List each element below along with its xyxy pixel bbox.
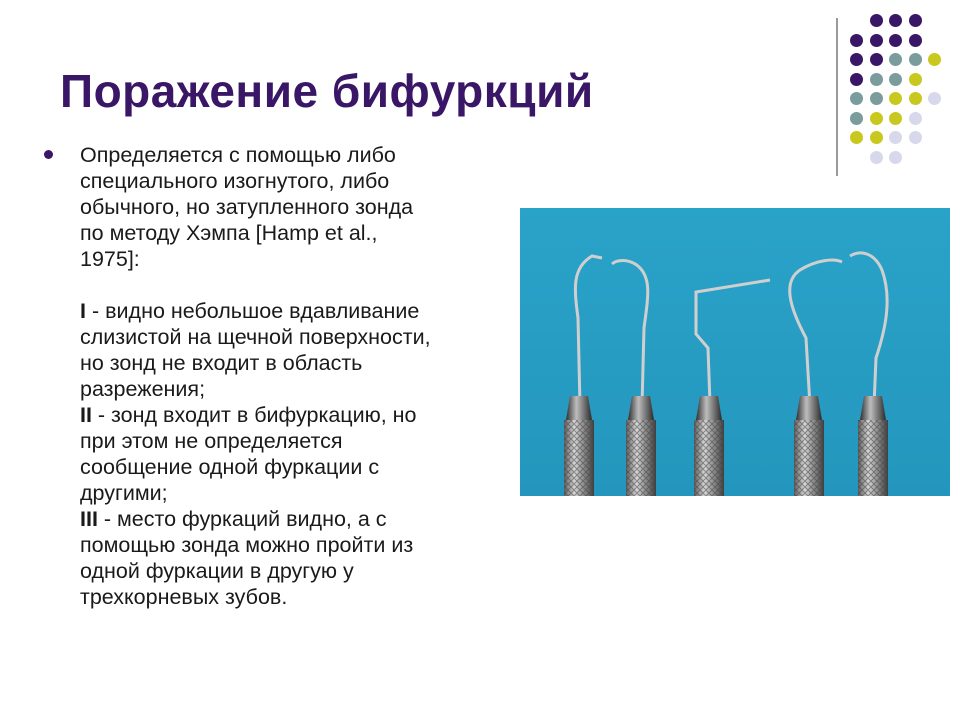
degree-text: - зонд входит в бифуркацию, но [91, 403, 417, 427]
decor-dot [909, 73, 922, 86]
text-line: другими; [80, 481, 168, 505]
text-line: разрежения; [80, 377, 206, 401]
decor-dot [889, 53, 902, 66]
decor-dot [870, 73, 883, 86]
slide-body [44, 142, 484, 610]
decor-dot [870, 112, 883, 125]
decor-dot [850, 131, 863, 144]
degree-marker: III [80, 507, 98, 531]
degree-2 [80, 402, 484, 506]
text-line: но зонд не входит в область [80, 351, 363, 375]
text-line: по методу Хэмпа [Hamp et al., [80, 221, 378, 245]
decor-dot [889, 34, 902, 47]
decor-dot [870, 14, 883, 27]
text-line: сообщение одной фуркации с [80, 455, 380, 479]
decor-dot [850, 92, 863, 105]
degree-text: - видно небольшое вдавливание [85, 299, 420, 323]
decor-divider-line [836, 18, 838, 176]
degree-marker: II [80, 403, 92, 427]
decor-dot [889, 112, 902, 125]
decor-dot [909, 14, 922, 27]
decor-dot [909, 131, 922, 144]
decor-dot [850, 34, 863, 47]
degree-3 [80, 506, 484, 610]
text-line: обычного, но затупленного зонда [80, 195, 414, 219]
degree-1 [80, 298, 484, 402]
decor-dot [909, 112, 922, 125]
decor-dot [870, 151, 883, 164]
text-line: Определяется с помощью либо [80, 143, 396, 167]
text-line: одной фуркации в другую у [80, 559, 354, 583]
degree-text: - место фуркаций видно, а с [97, 507, 387, 531]
decor-dot [928, 53, 941, 66]
decor-dot [850, 53, 863, 66]
text-line: трехкорневых зубов. [80, 585, 288, 609]
bullet-dot [44, 150, 53, 159]
text-line: слизистой на щечной поверхности, [80, 325, 431, 349]
decor-dot [850, 73, 863, 86]
decor-dot-grid [848, 12, 948, 162]
decor-dot [909, 92, 922, 105]
slide-title: Поражение бифуркций [60, 65, 594, 117]
decor-dot [870, 34, 883, 47]
decor-dot [889, 92, 902, 105]
decor-dot [889, 151, 902, 164]
text-line [80, 402, 484, 428]
decor-dot [909, 53, 922, 66]
decor-dot [870, 53, 883, 66]
text-line [80, 506, 484, 532]
dental-probes-photo [520, 208, 950, 496]
decor-dot [889, 131, 902, 144]
degree-marker: I [80, 299, 86, 323]
text-line: при этом не определяется [80, 429, 343, 453]
decor-dot [870, 92, 883, 105]
bullet-intro [80, 142, 484, 272]
decor-dot [889, 73, 902, 86]
text-line: помощью зонда можно пройти из [80, 533, 414, 557]
decor-dot [928, 92, 941, 105]
decor-dot [870, 131, 883, 144]
decor-dot [850, 112, 863, 125]
degree-list [80, 298, 484, 610]
decor-dot [889, 14, 902, 27]
text-line: специального изогнутого, либо [80, 169, 390, 193]
decor-dot [909, 34, 922, 47]
text-line [80, 298, 484, 324]
text-line: 1975]: [80, 247, 140, 271]
